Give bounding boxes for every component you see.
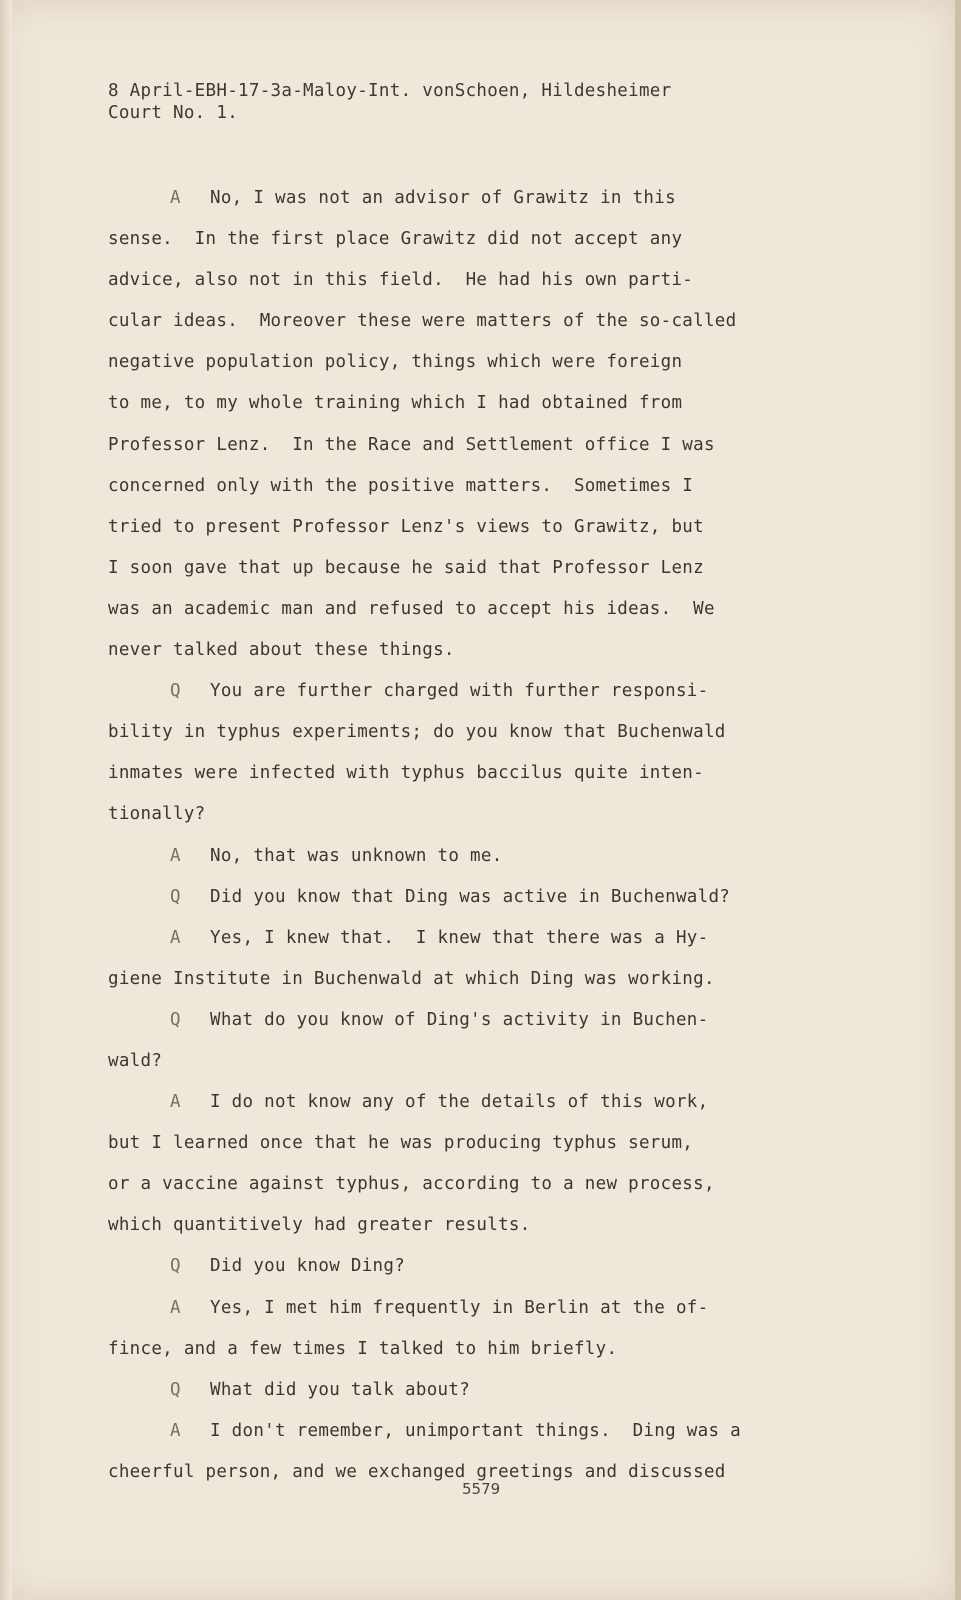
transcript-line bbox=[108, 1123, 828, 1164]
speaker-label: A bbox=[170, 1297, 181, 1318]
transcript-line bbox=[108, 260, 828, 301]
speaker-label: Q bbox=[170, 681, 181, 702]
transcript-line bbox=[108, 1041, 828, 1082]
line-text: which quantitively had greater results. bbox=[108, 1215, 531, 1236]
line-text: No, that was unknown to me. bbox=[210, 845, 503, 866]
header-line-1: 8 April-EBH-17-3a-Maloy-Int. vonSchoen, Hildesheimer bbox=[108, 81, 672, 101]
transcript-body bbox=[108, 178, 828, 1493]
document-header bbox=[108, 80, 671, 124]
transcript-line bbox=[108, 1082, 828, 1123]
speaker-label: A bbox=[170, 1420, 181, 1441]
line-text: Professor Lenz. In the Race and Settlement office I was bbox=[108, 434, 715, 455]
line-text: inmates were infected with typhus baccilus quite inten- bbox=[108, 763, 704, 784]
header-line-2: Court No. 1. bbox=[108, 103, 239, 123]
line-text: I do not know any of the details of this work, bbox=[210, 1092, 709, 1113]
line-text: cheerful person, and we exchanged greetings and discussed bbox=[108, 1461, 726, 1482]
transcript-line bbox=[108, 1205, 828, 1246]
line-text: Did you know Ding? bbox=[210, 1256, 406, 1277]
line-text: What do you know of Ding's activity in Buchen- bbox=[210, 1009, 709, 1030]
line-text: I soon gave that up because he said that Professor Lenz bbox=[108, 557, 704, 578]
transcript-line bbox=[108, 1370, 828, 1411]
transcript-line bbox=[108, 1246, 828, 1287]
line-text: sense. In the first place Grawitz did not accept any bbox=[108, 229, 683, 250]
transcript-line bbox=[108, 342, 828, 383]
transcript-line bbox=[108, 753, 828, 794]
line-text: cular ideas. Moreover these were matters of the so-called bbox=[108, 311, 737, 332]
line-text: wald? bbox=[108, 1050, 163, 1071]
line-text: never talked about these things. bbox=[108, 640, 455, 661]
line-text: fince, and a few times I talked to him briefly. bbox=[108, 1338, 618, 1359]
transcript-line bbox=[108, 712, 828, 753]
transcript-line bbox=[108, 1164, 828, 1205]
transcript-line bbox=[108, 507, 828, 548]
speaker-label: A bbox=[170, 927, 181, 948]
transcript-line bbox=[108, 1288, 828, 1329]
transcript-line bbox=[108, 877, 828, 918]
speaker-label: Q bbox=[170, 1256, 181, 1277]
transcript-line bbox=[108, 548, 828, 589]
line-text: Yes, I knew that. I knew that there was a Hy- bbox=[210, 927, 709, 948]
transcript-line bbox=[108, 630, 828, 671]
line-text: was an academic man and refused to accept his ideas. We bbox=[108, 598, 715, 619]
transcript-line bbox=[108, 466, 828, 507]
line-text: to me, to my whole training which I had obtained from bbox=[108, 393, 683, 414]
transcript-line bbox=[108, 178, 828, 219]
line-text: Did you know that Ding was active in Buchenwald? bbox=[210, 886, 731, 907]
line-text: concerned only with the positive matters. Sometimes I bbox=[108, 475, 694, 496]
line-text: I don't remember, unimportant things. Ding was a bbox=[210, 1420, 741, 1441]
line-text: tried to present Professor Lenz's views to Grawitz, but bbox=[108, 516, 704, 537]
line-text: or a vaccine against typhus, according to a new process, bbox=[108, 1174, 715, 1195]
line-text: What did you talk about? bbox=[210, 1379, 471, 1400]
line-text: tionally? bbox=[108, 804, 206, 825]
line-text: but I learned once that he was producing typhus serum, bbox=[108, 1133, 694, 1154]
transcript-line bbox=[108, 1000, 828, 1041]
transcript-line bbox=[108, 219, 828, 260]
speaker-label: A bbox=[170, 845, 181, 866]
line-text: bility in typhus experiments; do you know that Buchenwald bbox=[108, 722, 726, 743]
line-text: giene Institute in Buchenwald at which Ding was working. bbox=[108, 968, 715, 989]
transcript-line bbox=[108, 383, 828, 424]
transcript-line bbox=[108, 1329, 828, 1370]
speaker-label: A bbox=[170, 1092, 181, 1113]
speaker-label: Q bbox=[170, 1009, 181, 1030]
page-edge-shadow bbox=[0, 0, 12, 1600]
speaker-label: Q bbox=[170, 886, 181, 907]
transcript-line bbox=[108, 425, 828, 466]
transcript-line bbox=[108, 1411, 828, 1452]
transcript-line bbox=[108, 301, 828, 342]
speaker-label: Q bbox=[170, 1379, 181, 1400]
transcript-line bbox=[108, 918, 828, 959]
page-number: 5579 bbox=[462, 1480, 501, 1498]
transcript-line bbox=[108, 589, 828, 630]
line-text: Yes, I met him frequently in Berlin at the of- bbox=[210, 1297, 709, 1318]
speaker-label: A bbox=[170, 188, 181, 208]
line-text: negative population policy, things which were foreign bbox=[108, 352, 683, 373]
line-text: No, I was not an advisor of Grawitz in this bbox=[210, 188, 676, 208]
line-text: You are further charged with further responsi- bbox=[210, 681, 709, 702]
transcript-line bbox=[108, 836, 828, 877]
transcript-line bbox=[108, 794, 828, 835]
transcript-line bbox=[108, 671, 828, 712]
line-text: advice, also not in this field. He had his own parti- bbox=[108, 270, 694, 291]
transcript-line bbox=[108, 959, 828, 1000]
